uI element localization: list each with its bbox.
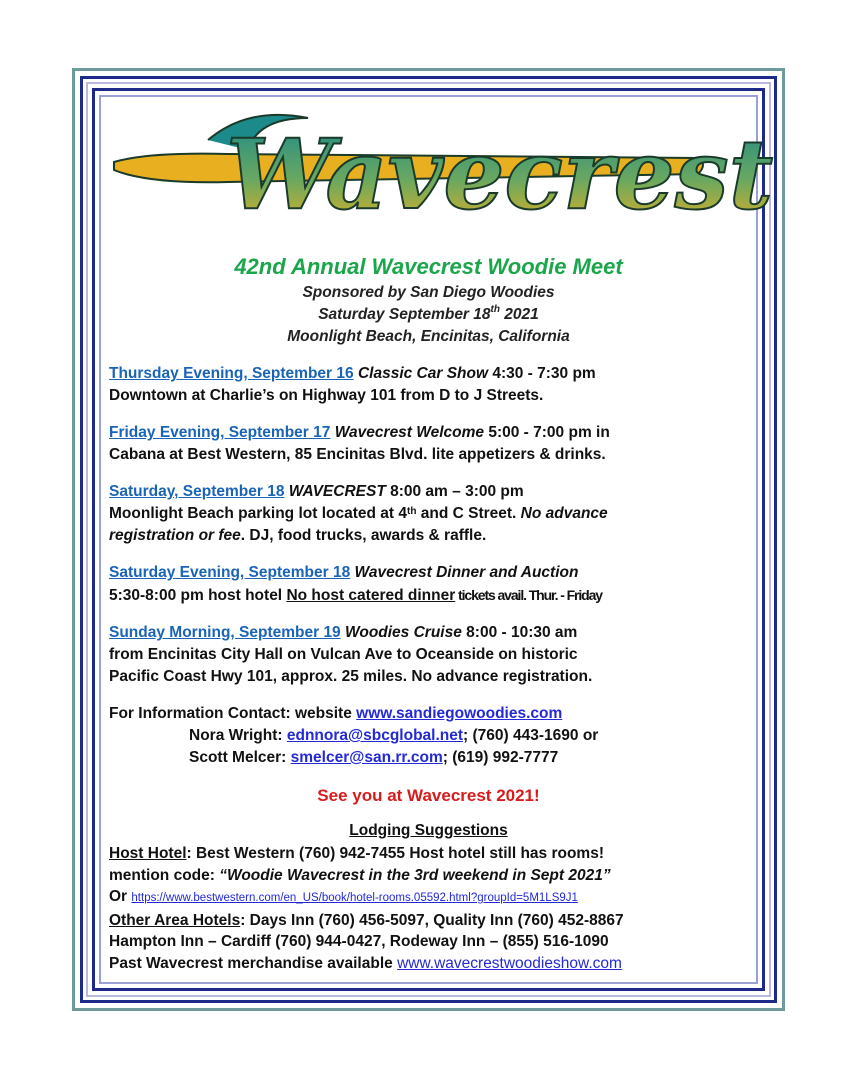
saturday-evening-event: Wavecrest Dinner and Auction <box>354 564 579 581</box>
date-line: Saturday September 18th 2021 <box>318 304 539 323</box>
wavecrest-logo <box>108 100 774 232</box>
saturday-evening-date: Saturday Evening, September 18 <box>109 564 351 581</box>
see-you-banner: See you at Wavecrest 2021! <box>317 786 540 805</box>
nora-email-link[interactable]: ednnora@sbcglobal.net <box>286 727 464 744</box>
sunday-date: Sunday Morning, September 19 <box>109 624 341 641</box>
event-saturday: Saturday, September 18 WAVECREST 8:00 am – 3:00 pm Moonlight Beach parking lot located at 4th and C Street. No advance registration or fee. DJ, food trucks, awards & raffle. <box>109 483 608 544</box>
saturday-date: Saturday, September 18 <box>109 483 285 500</box>
scott-email-link[interactable]: smelcer@san.rr.com <box>290 749 443 766</box>
friday-date: Friday Evening, September 17 <box>109 424 331 441</box>
contact-block: For Information Contact: website www.sandiegowoodies.com Nora Wright: ednnora@sbcglobal.net; (760) 443-1690 or Scott Melcer: smelcer@san.rr.com; (619) 992-7777 <box>109 705 599 766</box>
logo-text: Wavecrest <box>226 118 774 231</box>
location-line: Moonlight Beach, Encinitas, California <box>287 328 570 345</box>
lodging-heading: Lodging Suggestions <box>349 822 508 839</box>
sponsor-line: Sponsored by San Diego Woodies <box>302 284 555 301</box>
event-saturday-evening: Saturday Evening, September 18 Wavecrest Dinner and Auction 5:30-8:00 pm host hotel No host catered dinner tickets avail. Thur. - Friday <box>109 564 602 604</box>
event-sunday: Sunday Morning, September 19 Woodies Cruise 8:00 - 10:30 am from Encinitas City Hall on Vulcan Ave to Oceanside on historic Pacific Coast Hwy 101, approx. 25 miles. No advance registration. <box>109 624 593 685</box>
saturday-event: WAVECREST <box>288 483 386 500</box>
friday-event: Wavecrest Welcome <box>334 424 485 441</box>
thursday-event: Classic Car Show <box>357 365 489 382</box>
page-title: 42nd Annual Wavecrest Woodie Meet <box>234 254 623 279</box>
merchandise-link[interactable]: www.wavecrestwoodieshow.com <box>397 954 622 972</box>
sunday-event: Woodies Cruise <box>345 624 462 641</box>
event-friday: Friday Evening, September 17 Wavecrest Welcome 5:00 - 7:00 pm in Cabana at Best Western, 85 Encinitas Blvd. lite appetizers & drinks. <box>109 424 610 463</box>
booking-link[interactable]: https://www.bestwestern.com/en_US/book/hotel-rooms.05592.html?groupId=5M1LS9J1 <box>131 892 578 904</box>
lodging-block: Host Hotel: Best Western (760) 942-7455 Host hotel still has rooms! mention code: “Woodie Wavecrest in the 3rd weekend in Sept 2021” Or https://www.bestwestern.com/en_US/book/hotel-rooms.05592.html?groupId=5M1LS9J1 Other Area Hotels: Days Inn (760) 456-5097, Quality Inn (760) 452-8867 Hampton Inn – Cardiff (760) 944-0427, Rodeway Inn – (855) 516-1090 Past Wavecrest merchandise available www.wavecrestwoodieshow.com <box>109 845 624 972</box>
website-link[interactable]: www.sandiegowoodies.com <box>356 705 563 722</box>
event-thursday: Thursday Evening, September 16 Classic Car Show 4:30 - 7:30 pm Downtown at Charlie’s on Highway 101 from D to J Streets. <box>109 365 596 404</box>
thursday-date: Thursday Evening, September 16 <box>109 365 354 382</box>
